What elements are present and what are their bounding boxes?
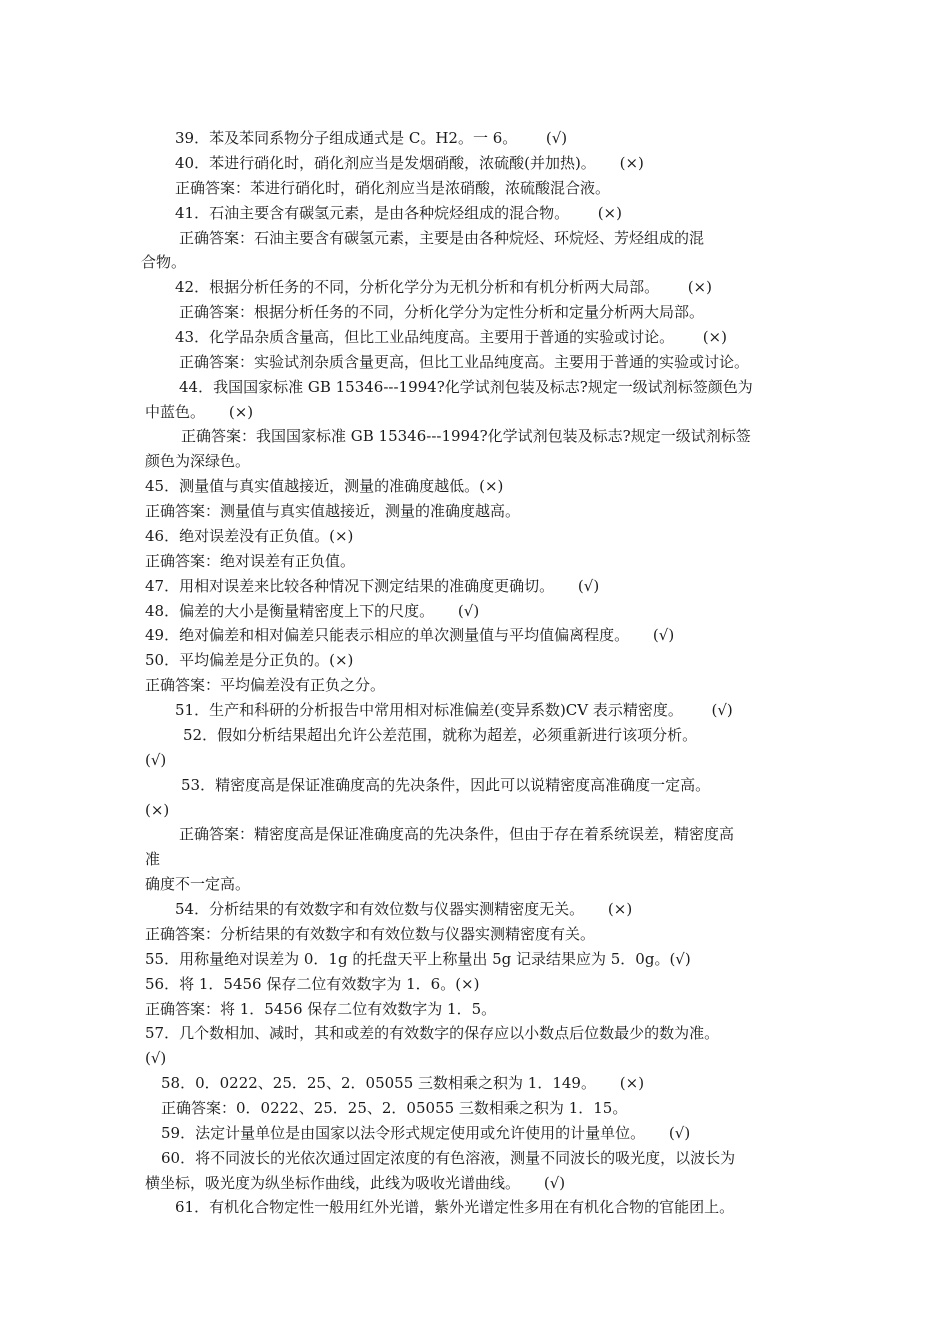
text-line: 54．分析结果的有效数字和有效位数与仪器实测精密度无关。 (×)	[175, 900, 633, 918]
text-line: 确度不一定高。	[145, 875, 251, 894]
text-line: 59．法定计量单位是由国家以法令形式规定使用或允许使用的计量单位。 (√)	[161, 1123, 691, 1142]
text-line: 正确答案：分析结果的有效数字和有效位数与仪器实测精密度有关。	[145, 924, 596, 943]
text-line: 50．平均偏差是分正负的。(×)	[145, 651, 354, 670]
text-line: 52．假如分析结果超出允许公差范围，就称为超差，必须重新进行该项分析。	[183, 725, 698, 744]
text-line: 55．用称量绝对误差为 0．1g 的托盘天平上称量出 5g 记录结果应为 5．0g。(√)	[145, 949, 691, 968]
text-line: 正确答案：测量值与真实值越接近，测量的准确度越高。	[145, 502, 521, 521]
text-line: 正确答案：绝对误差有正负值。	[145, 551, 356, 570]
text-line: 60．将不同波长的光依次通过固定浓度的有色溶液，测量不同波长的吸光度，以波长为	[161, 1148, 736, 1167]
text-line: 准	[145, 850, 161, 869]
text-line: 58．0．0222、25．25、2．05055 三数相乘之积为 1．149。 (×)	[161, 1074, 645, 1093]
text-line: 53．精密度高是保证准确度高的先决条件，因此可以说精密度高准确度一定高。	[181, 775, 711, 794]
text-line: 51．生产和科研的分析报告中常用相对标准偏差(变异系数)CV 表示精密度。 (√)	[175, 701, 733, 719]
text-line: 47．用相对误差来比较各种情况下测定结果的准确度更确切。 (√)	[145, 576, 600, 595]
text-line: 正确答案：平均偏差没有正负之分。	[145, 676, 386, 695]
text-line: 正确答案：石油主要含有碳氢元素，主要是由各种烷烃、环烷烃、芳烃组成的混	[179, 228, 705, 247]
text-line: 48．偏差的大小是衡量精密度上下的尺度。 (√)	[145, 601, 480, 620]
text-line: 45．测量值与真实值越接近，测量的准确度越低。(×)	[145, 477, 504, 496]
text-line: 正确答案：实验试剂杂质含量更高，但比工业品纯度高。主要用于普通的实验或讨论。	[179, 352, 750, 371]
text-line: 正确答案：根据分析任务的不同，分析化学分为定性分析和定量分析两大局部。	[179, 303, 705, 322]
text-line: 41．石油主要含有碳氢元素，是由各种烷烃组成的混合物。 (×)	[175, 203, 622, 222]
text-line: 56．将 1．5456 保存二位有效数字为 1．6。(×)	[145, 974, 480, 993]
text-line: 40．苯进行硝化时，硝化剂应当是发烟硝酸，浓硫酸(并加热)。 (×)	[175, 153, 644, 172]
text-line: 中蓝色。 (×)	[145, 402, 254, 421]
text-line: 57．几个数相加、减时，其和或差的有效数字的保存应以小数点后位数最少的数为准。	[145, 1024, 720, 1043]
text-line: 正确答案：精密度高是保证准确度高的先决条件，但由于存在着系统误差，精密度高	[179, 825, 735, 844]
text-line: 49．绝对偏差和相对偏差只能表示相应的单次测量值与平均值偏离程度。 (√)	[145, 626, 675, 645]
text-line: 46．绝对误差没有正负值。(×)	[145, 526, 354, 545]
text-line: 正确答案：将 1．5456 保存二位有效数字为 1．5。	[145, 999, 497, 1018]
text-line: 横坐标，吸光度为纵坐标作曲线，此线为吸收光谱曲线。 (√)	[145, 1173, 566, 1192]
text-line: (√)	[145, 750, 167, 769]
text-line: 正确答案：苯进行硝化时，硝化剂应当是浓硝酸，浓硫酸混合液。	[175, 178, 611, 197]
text-line: 44．我国国家标准 GB 15346---1994?化学试剂包装及标志?规定一级试剂标签颜色为	[179, 377, 753, 396]
text-line: 39．苯及苯同系物分子组成通式是 C。H2。一 6。 (√)	[175, 129, 568, 147]
text-line: 正确答案：0．0222、25．25、2．05055 三数相乘之积为 1．15。	[161, 1098, 628, 1117]
text-line: (√)	[145, 1049, 167, 1068]
text-line: 颜色为深绿色。	[145, 452, 251, 471]
text-line: 43．化学品杂质含量高，但比工业品纯度高。主要用于普通的实验或讨论。 (×)	[175, 328, 727, 346]
text-line: 合物。	[141, 253, 187, 272]
text-line: 42．根据分析任务的不同，分析化学分为无机分析和有机分析两大局部。 (×)	[175, 278, 712, 297]
text-line: 正确答案：我国国家标准 GB 15346---1994?化学试剂包装及标志?规定一级试剂标签	[181, 427, 751, 446]
text-line: 61．有机化合物定性一般用红外光谱，紫外光谱定性多用在有机化合物的官能团上。	[175, 1198, 735, 1217]
text-line: (×)	[145, 800, 170, 819]
